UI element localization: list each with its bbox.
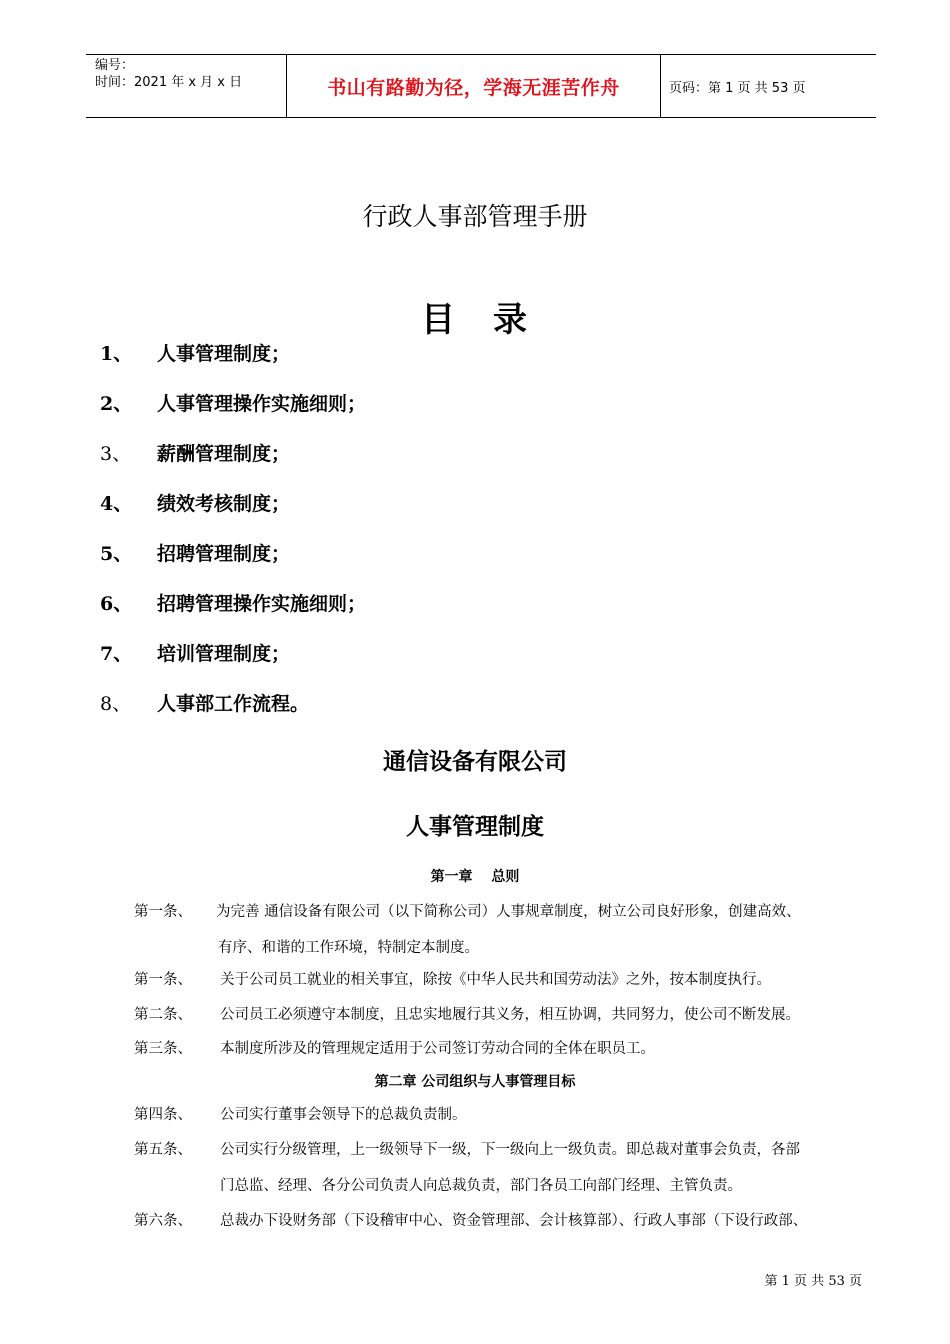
company-name: 通信设备有限公司 xyxy=(383,748,567,775)
article-text: 为完善 通信设备有限公司（以下简称公司）人事规章制度，树立公司良好形象，创建高效、 xyxy=(216,904,801,920)
document-title: 人事管理制度 xyxy=(406,813,544,840)
article-label: 第一条、 xyxy=(134,904,192,920)
chapter-heading: 第二章 公司组织与人事管理目标 xyxy=(374,1074,576,1090)
chapter-heading: 第一章 总则 xyxy=(430,869,520,885)
toc-item-number: 2、 xyxy=(100,393,133,415)
toc-item xyxy=(100,586,800,636)
header-time: 时间：2021 年 x 月 x 日 xyxy=(95,75,243,90)
article-text: 关于公司员工就业的相关事宜，除按《中华人民共和国劳动法》之外，按本制度执行。 xyxy=(220,972,771,988)
toc-item-number: 6、 xyxy=(100,593,133,615)
article-label: 第一条、 xyxy=(134,972,192,988)
article-label: 第六条、 xyxy=(134,1213,192,1229)
header-divider xyxy=(660,55,661,117)
toc-item-text: 人事管理制度； xyxy=(157,343,291,365)
header-motto: 书山有路勤为径，学海无涯苦作舟 xyxy=(327,76,620,99)
toc-item xyxy=(100,686,800,736)
article-text: 公司实行董事会领导下的总裁负责制。 xyxy=(220,1107,467,1123)
toc-item-text: 绩效考核制度； xyxy=(157,493,291,515)
article-text: 总裁办下设财务部（下设稽审中心、资金管理部、会计核算部）、行政人事部（下设行政部、 xyxy=(220,1213,808,1229)
article-label: 第三条、 xyxy=(134,1041,192,1057)
toc-title: 目 录 xyxy=(421,300,529,340)
article-label: 第四条、 xyxy=(134,1107,192,1123)
article-text-continued: 门总监、经理、各分公司负责人向总裁负责，部门各员工向部门经理、主管负责。 xyxy=(220,1178,742,1194)
toc-item xyxy=(100,436,800,486)
toc-item xyxy=(100,636,800,686)
toc-item xyxy=(100,386,800,436)
toc-item-number: 3、 xyxy=(100,443,132,465)
article-text-continued: 有序、和谐的工作环境，特制定本制度。 xyxy=(218,940,479,956)
article-text: 本制度所涉及的管理规定适用于公司签订劳动合同的全体在职员工。 xyxy=(220,1041,655,1057)
manual-title: 行政人事部管理手册 xyxy=(362,202,588,231)
toc-item-text: 培训管理制度； xyxy=(157,643,291,665)
toc-item xyxy=(100,336,800,386)
toc-item xyxy=(100,536,800,586)
header-meta xyxy=(95,57,242,91)
article-text: 公司员工必须遵守本制度，且忠实地履行其义务，相互协调，共同努力，使公司不断发展。 xyxy=(220,1007,800,1023)
header-number: 编号： xyxy=(95,58,135,73)
toc-item-number: 8、 xyxy=(100,693,132,715)
table-of-contents xyxy=(100,336,800,736)
article-text: 公司实行分级管理，上一级领导下一级，下一级向上一级负责。即总裁对董事会负责，各部 xyxy=(220,1142,800,1158)
toc-item-text: 人事部工作流程。 xyxy=(157,693,310,715)
toc-item-number: 1、 xyxy=(100,343,133,365)
toc-item-text: 人事管理操作实施细则； xyxy=(157,393,367,415)
toc-item-text: 招聘管理制度； xyxy=(157,543,291,565)
page-footer: 第 1 页 共 53 页 xyxy=(764,1274,862,1289)
toc-item xyxy=(100,486,800,536)
toc-item-text: 招聘管理操作实施细则； xyxy=(157,593,367,615)
toc-item-text: 薪酬管理制度； xyxy=(157,443,291,465)
toc-item-number: 5、 xyxy=(100,543,133,565)
page-header xyxy=(86,54,876,118)
toc-item-number: 7、 xyxy=(100,643,133,665)
toc-item-number: 4、 xyxy=(100,493,133,515)
article-label: 第五条、 xyxy=(134,1142,192,1158)
article-label: 第二条、 xyxy=(134,1007,192,1023)
header-page-info: 页码：第 1 页 共 53 页 xyxy=(669,80,806,96)
